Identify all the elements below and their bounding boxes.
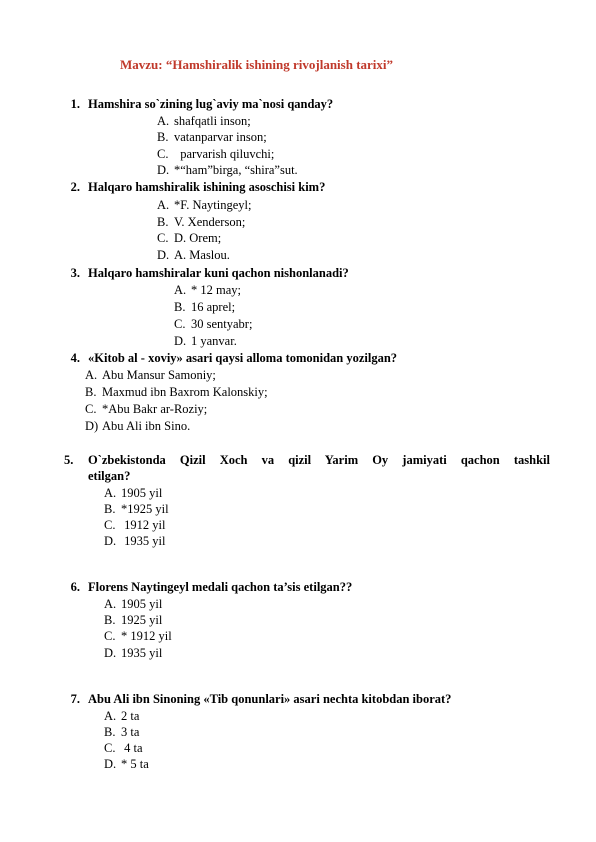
question-number: 3.: [70, 266, 80, 280]
option-text: 1912 yil: [121, 518, 166, 532]
option-text: D. Orem;: [174, 231, 222, 245]
option-1c: [157, 146, 274, 162]
option-letter: C.: [104, 741, 116, 755]
question-text-line2: etilgan?: [88, 469, 131, 483]
question-3: [70, 265, 349, 281]
question-text-line1: O`zbekistonda Qizil Xoch va qizil Yarim Oy jamiyati qachon tashkil: [88, 453, 550, 467]
option-text: * 5 ta: [121, 757, 149, 771]
option-3b: [174, 299, 235, 315]
option-1b: [157, 129, 267, 145]
option-5c: [104, 517, 165, 533]
option-letter: B.: [104, 725, 116, 739]
option-letter: A.: [174, 283, 187, 297]
option-text: 16 aprel;: [191, 300, 236, 314]
option-6c: [104, 628, 172, 644]
option-text: Abu Mansur Samoniy;: [102, 368, 216, 382]
option-letter: C.: [174, 317, 186, 331]
page-title: Mavzu: “Hamshiralik ishining rivojlanish tarixi”: [120, 57, 394, 72]
option-text: * 1912 yil: [121, 629, 172, 643]
option-letter: B.: [104, 502, 116, 516]
option-6b: [104, 612, 162, 628]
question-number: 7.: [70, 692, 80, 706]
option-5b: [104, 501, 169, 517]
option-3d: [174, 333, 237, 349]
option-7b: [104, 724, 139, 740]
question-7: [70, 691, 452, 707]
option-letter: C.: [85, 402, 97, 416]
option-6d: [104, 645, 162, 661]
option-letter: D.: [104, 646, 117, 660]
question-4: [70, 350, 398, 366]
question-text: Halqaro hamshiralik ishining asoschisi kim?: [88, 180, 326, 194]
option-text: *Abu Bakr ar-Roziy;: [102, 402, 208, 416]
option-letter: C.: [157, 231, 169, 245]
option-text: *1925 yil: [121, 502, 169, 516]
question-text: Florens Naytingeyl medali qachon ta’sis etilgan??: [88, 580, 353, 594]
option-3c: [174, 316, 252, 332]
option-text: Maxmud ibn Baxrom Kalonskiy;: [102, 385, 268, 399]
option-4c: [85, 401, 207, 417]
option-4b: [85, 384, 268, 400]
option-text: 2 ta: [121, 709, 140, 723]
question-number: 2.: [70, 180, 80, 194]
option-7d: [104, 756, 149, 772]
option-6a: [104, 596, 162, 612]
question-6: [70, 579, 353, 595]
question-number: 5.: [64, 453, 74, 467]
question-5-continued: [88, 468, 130, 484]
option-letter: D): [85, 419, 99, 433]
question-text: Abu Ali ibn Sinoning «Tib qonunlari» asari nechta kitobdan iborat?: [88, 692, 452, 706]
option-2a: [157, 197, 251, 213]
question-number: 6.: [70, 580, 80, 594]
option-2d: [157, 247, 230, 263]
option-1d: [157, 162, 298, 178]
question-2: [70, 179, 326, 195]
question-number: 1.: [70, 97, 80, 111]
question-1: [70, 96, 334, 112]
option-text: *“ham”birga, “shira”sut.: [174, 163, 298, 177]
option-letter: B.: [157, 215, 169, 229]
option-4a: [85, 367, 216, 383]
option-text: 1905 yil: [121, 597, 163, 611]
option-letter: B.: [157, 130, 169, 144]
option-letter: D.: [104, 757, 117, 771]
option-2c: [157, 230, 221, 246]
option-letter: B.: [85, 385, 97, 399]
option-text: vatanparvar inson;: [174, 130, 267, 144]
question-5: [64, 452, 550, 468]
option-text: 1935 yil: [121, 646, 163, 660]
option-3a: [174, 282, 241, 298]
option-letter: D.: [104, 534, 117, 548]
option-letter: B.: [104, 613, 116, 627]
option-2b: [157, 214, 245, 230]
option-5d: [104, 533, 165, 549]
option-letter: A.: [104, 709, 117, 723]
option-text: 1 yanvar.: [191, 334, 237, 348]
question-text: «Kitob al - xoviy» asari qaysi alloma tomonidan yozilgan?: [88, 351, 398, 365]
option-letter: D.: [157, 248, 170, 262]
option-letter: C.: [157, 147, 169, 161]
option-text: parvarish qiluvchi;: [174, 147, 275, 161]
option-letter: B.: [174, 300, 186, 314]
option-text: 3 ta: [121, 725, 140, 739]
option-text: 1935 yil: [121, 534, 166, 548]
option-text: 1925 yil: [121, 613, 163, 627]
option-letter: A.: [85, 368, 98, 382]
option-text: * 12 may;: [191, 283, 241, 297]
option-7c: [104, 740, 143, 756]
option-letter: A.: [157, 198, 170, 212]
option-text: Abu Ali ibn Sino.: [102, 419, 191, 433]
question-text: Hamshira so`zining lug`aviy ma`nosi qanday?: [88, 97, 334, 111]
option-letter: A.: [104, 597, 117, 611]
option-text: 30 sentyabr;: [191, 317, 253, 331]
option-text: V. Xenderson;: [174, 215, 246, 229]
option-text: *F. Naytingeyl;: [174, 198, 252, 212]
option-letter: A.: [104, 486, 117, 500]
question-text: Halqaro hamshiralar kuni qachon nishonlanadi?: [88, 266, 349, 280]
option-1a: [157, 113, 251, 129]
option-7a: [104, 708, 139, 724]
option-letter: C.: [104, 518, 116, 532]
question-number: 4.: [70, 351, 80, 365]
option-text: 1905 yil: [121, 486, 163, 500]
option-letter: A.: [157, 114, 170, 128]
option-5a: [104, 485, 162, 501]
option-text: shafqatli inson;: [174, 114, 251, 128]
option-letter: C.: [104, 629, 116, 643]
option-4d: [85, 418, 190, 434]
option-text: A. Maslou.: [174, 248, 230, 262]
option-letter: D.: [157, 163, 170, 177]
option-letter: D.: [174, 334, 187, 348]
option-text: 4 ta: [121, 741, 143, 755]
